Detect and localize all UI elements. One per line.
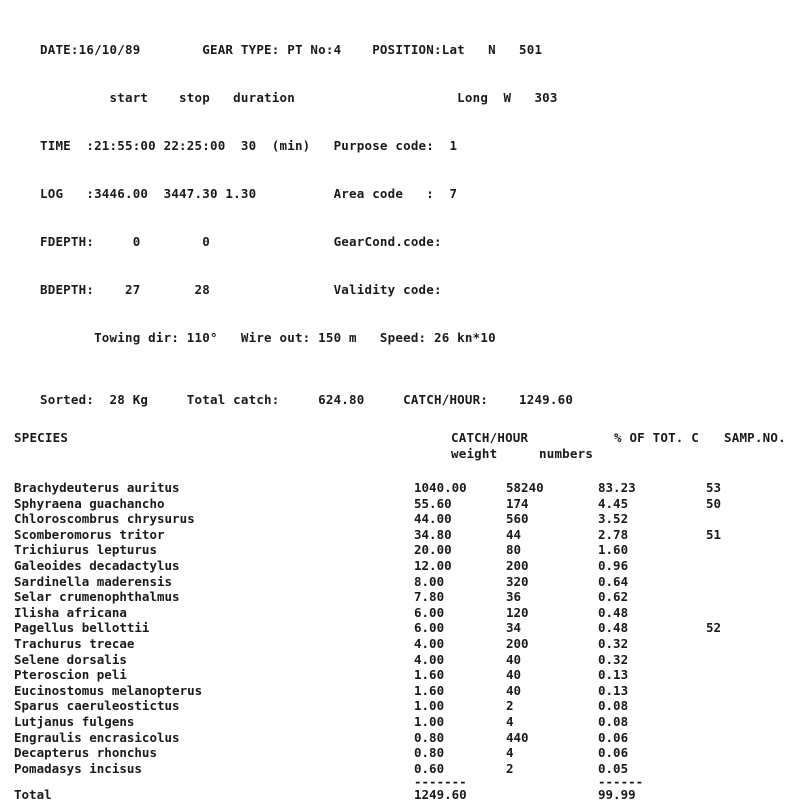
species-weight: 1.60 (414, 667, 445, 683)
species-column-header: SPECIES (14, 430, 69, 445)
species-name: Galeoides decadactylus (14, 557, 180, 573)
species-numbers: 2 (506, 698, 514, 714)
species-percent: 4.45 (598, 495, 629, 511)
species-sample-no (706, 714, 786, 730)
species-sample-no (706, 652, 786, 668)
percent-of-total-column-header: % OF TOT. C (614, 430, 699, 445)
species-name: Ilisha africana (14, 604, 127, 620)
species-percent: 2.78 (598, 526, 629, 542)
species-numbers: 2 (506, 760, 514, 776)
species-percent: 0.32 (598, 635, 629, 651)
species-weight: 0.80 (414, 729, 445, 745)
species-percent: 0.48 (598, 620, 629, 636)
species-numbers: 44 (506, 526, 522, 542)
species-name: Pagellus bellottii (14, 620, 150, 636)
species-percent: 0.62 (598, 589, 629, 605)
table-row (14, 714, 786, 730)
total-samp (706, 787, 786, 803)
species-percent: 0.48 (598, 604, 629, 620)
species-numbers: 58240 (506, 480, 544, 495)
species-numbers: 200 (506, 557, 529, 573)
table-row (14, 761, 786, 777)
species-numbers: 40 (506, 682, 522, 698)
species-weight: 4.00 (414, 651, 445, 667)
species-weight: 44.00 (414, 511, 452, 527)
species-numbers: 4 (506, 745, 514, 761)
header-line-start-stop-duration: start stop duration Long W 303 (40, 90, 558, 105)
header-line-date-gear-position: DATE:16/10/89 GEAR TYPE: PT No:4 POSITION:Lat N 501 (40, 42, 543, 57)
species-numbers: 120 (506, 604, 529, 620)
species-percent: 0.08 (598, 698, 629, 714)
species-weight: 34.80 (414, 526, 452, 542)
species-sample-no (706, 636, 786, 652)
weight-total-rule: ------- (414, 774, 467, 790)
species-numbers: 560 (506, 511, 529, 527)
species-numbers: 80 (506, 542, 522, 558)
species-sample-no (706, 511, 786, 527)
species-name: Selene dorsalis (14, 651, 127, 667)
total-label: Total (14, 787, 52, 803)
species-percent: 0.08 (598, 713, 629, 729)
species-sample-no (706, 730, 786, 746)
species-weight: 12.00 (414, 557, 452, 573)
species-percent: 1.60 (598, 542, 629, 558)
percent-total-rule: ------ (598, 774, 644, 790)
species-numbers: 34 (506, 620, 522, 636)
catch-hour-column-header: CATCH/HOUR (451, 430, 529, 445)
table-row (14, 511, 786, 527)
table-row (14, 496, 786, 512)
totals-row (14, 787, 786, 803)
species-name: Trachurus trecae (14, 635, 135, 651)
species-name: Pteroscion peli (14, 667, 127, 683)
species-name: Pomadasys incisus (14, 760, 142, 776)
species-weight: 0.60 (414, 760, 445, 776)
header-line-time: TIME :21:55:00 22:25:00 30 (min) Purpose code: 1 (40, 138, 458, 153)
header-block (40, 10, 790, 378)
species-sample-no (706, 542, 786, 558)
total-weight: 1249.60 (414, 787, 467, 803)
species-weight: 1.00 (414, 713, 445, 729)
species-table (14, 480, 786, 803)
species-sample-no (706, 667, 786, 683)
species-sample-no (706, 589, 786, 605)
species-sample-no (706, 745, 786, 761)
species-name: Decapterus rhonchus (14, 745, 157, 761)
rule-spacer-numbers (506, 776, 598, 787)
species-sample-no: 53 (706, 480, 722, 495)
header-line-log: LOG :3446.00 3447.30 1.30 Area code : 7 (40, 186, 458, 201)
table-row (14, 745, 786, 761)
table-row (14, 636, 786, 652)
species-weight: 4.00 (414, 635, 445, 651)
species-weight: 6.00 (414, 620, 445, 636)
species-weight: 6.00 (414, 604, 445, 620)
numbers-subheader: numbers (539, 446, 594, 461)
species-sample-no (706, 558, 786, 574)
table-row (14, 683, 786, 699)
rule-spacer-samp (706, 776, 786, 787)
species-name: Engraulis encrasicolus (14, 729, 180, 745)
species-percent: 0.32 (598, 651, 629, 667)
species-numbers: 174 (506, 495, 529, 511)
species-percent: 0.13 (598, 667, 629, 683)
species-numbers: 40 (506, 667, 522, 683)
species-sample-no: 50 (706, 495, 722, 511)
species-numbers: 4 (506, 713, 514, 729)
species-percent: 0.05 (598, 760, 629, 776)
species-percent: 0.06 (598, 729, 629, 745)
species-percent: 0.96 (598, 557, 629, 573)
species-weight: 1040.00 (414, 480, 467, 495)
species-weight: 7.80 (414, 589, 445, 605)
catch-summary-line: Sorted: 28 Kg Total catch: 624.80 CATCH/HOUR: 1249.60 (40, 392, 574, 407)
species-numbers: 40 (506, 651, 522, 667)
species-weight: 55.60 (414, 495, 452, 511)
table-row (14, 667, 786, 683)
species-percent: 0.06 (598, 745, 629, 761)
species-weight: 0.80 (414, 745, 445, 761)
species-name: Eucinostomus melanopterus (14, 682, 203, 698)
species-name: Sparus caeruleostictus (14, 698, 180, 714)
header-line-fdepth: FDEPTH: 0 0 GearCond.code: (40, 234, 442, 249)
table-row (14, 558, 786, 574)
sample-number-column-header: SAMP.NO. (724, 430, 786, 445)
species-sample-no (706, 761, 786, 777)
table-row (14, 730, 786, 746)
species-name: Trichiurus lepturus (14, 542, 157, 558)
species-name: Chloroscombrus chrysurus (14, 511, 195, 527)
total-percent: 99.99 (598, 787, 636, 803)
table-row (14, 605, 786, 621)
header-line-bdepth: BDEPTH: 27 28 Validity code: (40, 282, 442, 297)
weight-subheader: weight (451, 446, 498, 461)
species-weight: 8.00 (414, 573, 445, 589)
totals-rule-row (14, 776, 786, 787)
table-row (14, 620, 786, 636)
species-table-block (14, 430, 790, 803)
rule-spacer (14, 776, 414, 787)
species-numbers: 36 (506, 589, 522, 605)
species-percent: 0.64 (598, 573, 629, 589)
species-weight: 1.00 (414, 698, 445, 714)
species-sample-no: 51 (706, 526, 722, 542)
table-row (14, 480, 786, 496)
species-weight: 1.60 (414, 682, 445, 698)
species-table-body (14, 480, 786, 803)
species-sample-no: 52 (706, 620, 722, 636)
species-percent: 83.23 (598, 480, 636, 495)
table-row (14, 652, 786, 668)
species-name: Scomberomorus tritor (14, 526, 165, 542)
table-row (14, 527, 786, 543)
species-name: Sphyraena guachancho (14, 495, 165, 511)
species-sample-no (706, 698, 786, 714)
header-line-towing: Towing dir: 110° Wire out: 150 m Speed: 26 kn*10 (40, 330, 496, 345)
species-percent: 0.13 (598, 682, 629, 698)
species-name: Sardinella maderensis (14, 573, 173, 589)
species-name: Lutjanus fulgens (14, 713, 135, 729)
species-numbers: 200 (506, 635, 529, 651)
species-sample-no (706, 605, 786, 621)
species-name: Selar crumenophthalmus (14, 589, 180, 605)
species-numbers: 440 (506, 729, 529, 745)
table-row (14, 542, 786, 558)
species-numbers: 320 (506, 573, 529, 589)
species-percent: 3.52 (598, 511, 629, 527)
total-numbers (506, 787, 598, 803)
table-row (14, 698, 786, 714)
table-row (14, 589, 786, 605)
species-weight: 20.00 (414, 542, 452, 558)
species-name: Brachydeuterus auritus (14, 480, 180, 495)
species-sample-no (706, 683, 786, 699)
